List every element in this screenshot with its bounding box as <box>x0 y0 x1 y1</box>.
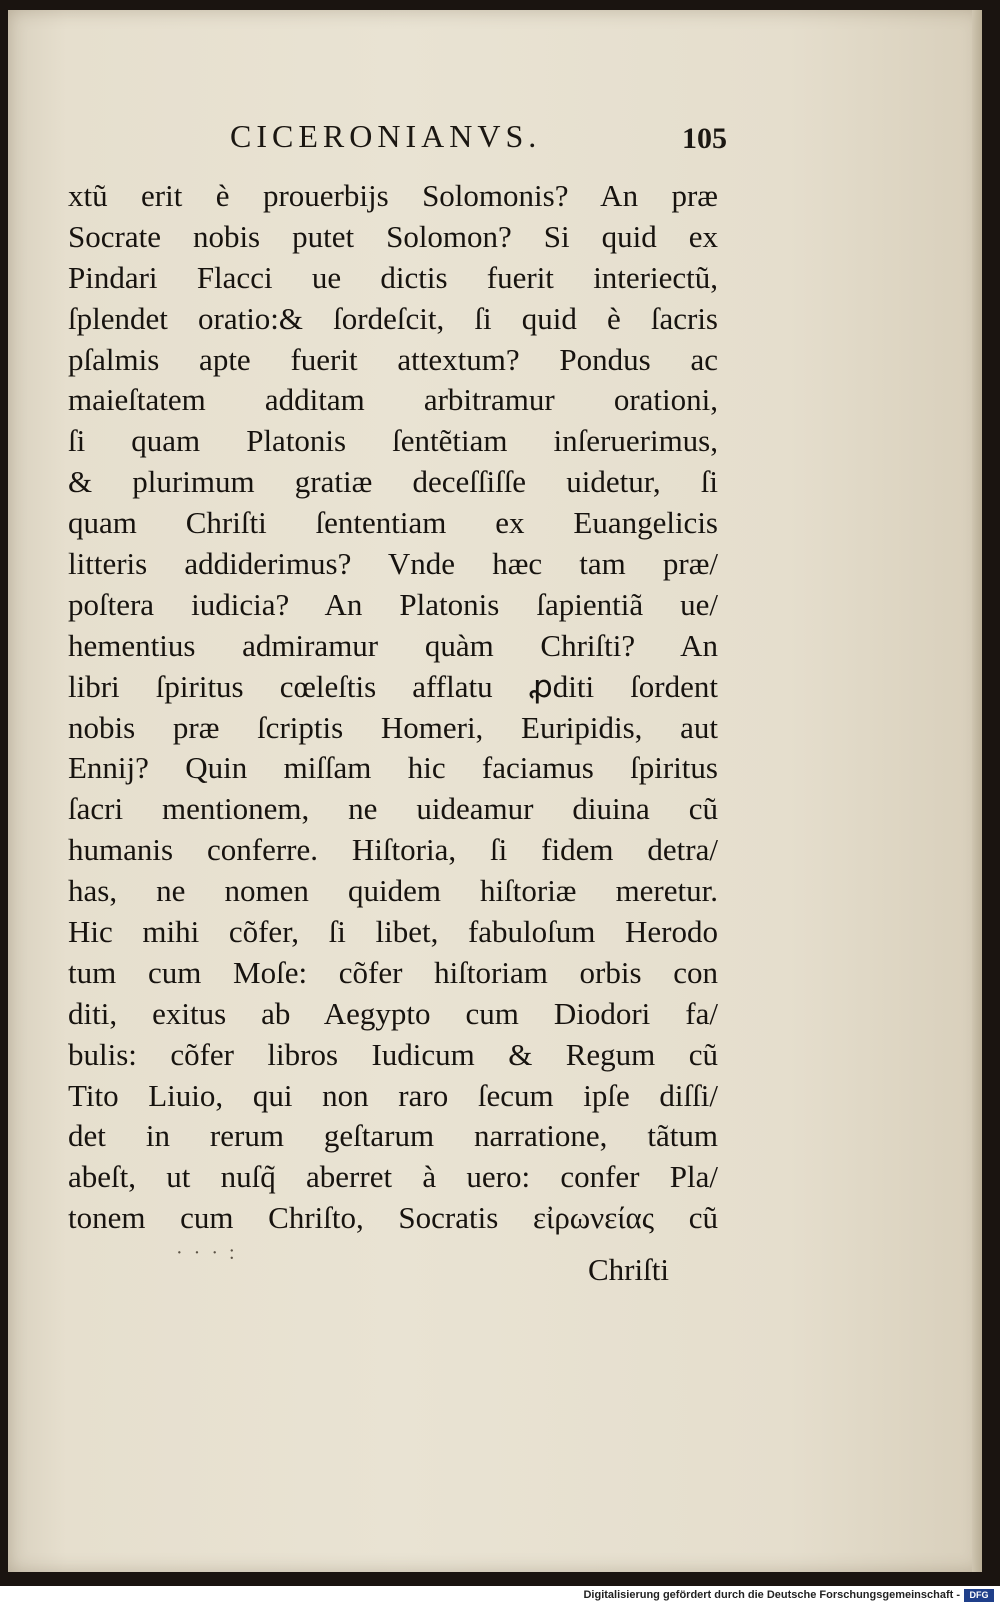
footer-bar <box>0 1586 1000 1606</box>
text-line: libri ſpiritus cœleſtis afflatu ꝓditi ſordent <box>68 668 718 704</box>
text-line: pſalmis apte fuerit attextum? Pondus ac <box>68 341 718 377</box>
text-line: Socrate nobis putet Solomon? Si quid ex <box>68 218 718 254</box>
text-line: ſplendet oratio:& ſordeſcit, ſi quid è ſacris <box>68 300 718 336</box>
text-line: det in rerum geſtarum narratione, tãtum <box>68 1118 718 1154</box>
text-line: tonem cum Chriſto, Socratis εἰρωνείας cũ <box>68 1200 718 1236</box>
text-line: nobis præ ſcriptis Homeri, Euripidis, aut <box>68 709 718 745</box>
text-line: xtũ erit è prouerbijs Solomonis? An præ <box>68 178 718 213</box>
text-line: quam Chriſti ſententiam ex Euangelicis <box>68 505 718 541</box>
text-line: & plurimum gratiæ deceſſiſſe uidetur, ſi <box>68 464 718 500</box>
page-number: 105 <box>682 122 727 155</box>
running-head: CICERONIANVS. <box>230 118 542 154</box>
stray-marks: · · · : <box>176 1242 238 1264</box>
text-line: Hic mihi cõfer, ſi libet, fabuloſum Herodo <box>68 914 718 950</box>
text-line: bulis: cõfer libros Iudicum & Regum cũ <box>68 1036 718 1072</box>
text-line: Pindari Flacci ue dictis fuerit interiectũ, <box>68 259 718 295</box>
text-line: diti, exitus ab Aegypto cum Diodori fa/ <box>68 995 718 1031</box>
text-line: ſi quam Platonis ſentẽtiam inſeruerimus, <box>68 423 718 459</box>
text-line: Ennij? Quin miſſam hic faciamus ſpiritus <box>68 750 718 786</box>
text-line: abeſt, ut nuſq̃ aberret à uero: confer Pla/ <box>68 1159 718 1195</box>
text-block <box>68 176 718 1239</box>
funding-credit: Digitalisierung gefördert durch die Deutsche Forschungsgemeinschaft - <box>583 1589 960 1601</box>
book-page <box>8 10 982 1572</box>
text-line: Tito Liuio, qui non raro ſecum ipſe diſſi/ <box>68 1077 718 1113</box>
catchword: Chriſti <box>588 1252 669 1287</box>
text-line: maieſtatem additam arbitramur orationi, <box>68 382 718 418</box>
text-line: humanis conferre. Hiſtoria, ſi fidem detra/ <box>68 832 718 868</box>
text-line: litteris addiderimus? Vnde hæc tam præ/ <box>68 546 718 582</box>
text-line: poſtera iudicia? An Platonis ſapientiã ue/ <box>68 586 718 622</box>
dfg-logo: DFG <box>964 1589 994 1602</box>
text-line: hementius admiramur quàm Chriſti? An <box>68 627 718 663</box>
page-edge <box>972 10 982 1572</box>
text-line: tum cum Moſe: cõfer hiſtoriam orbis con <box>68 954 718 990</box>
text-line: ſacri mentionem, ne uideamur diuina cũ <box>68 791 718 827</box>
text-line: has, ne nomen quidem hiſtoriæ meretur. <box>68 873 718 909</box>
